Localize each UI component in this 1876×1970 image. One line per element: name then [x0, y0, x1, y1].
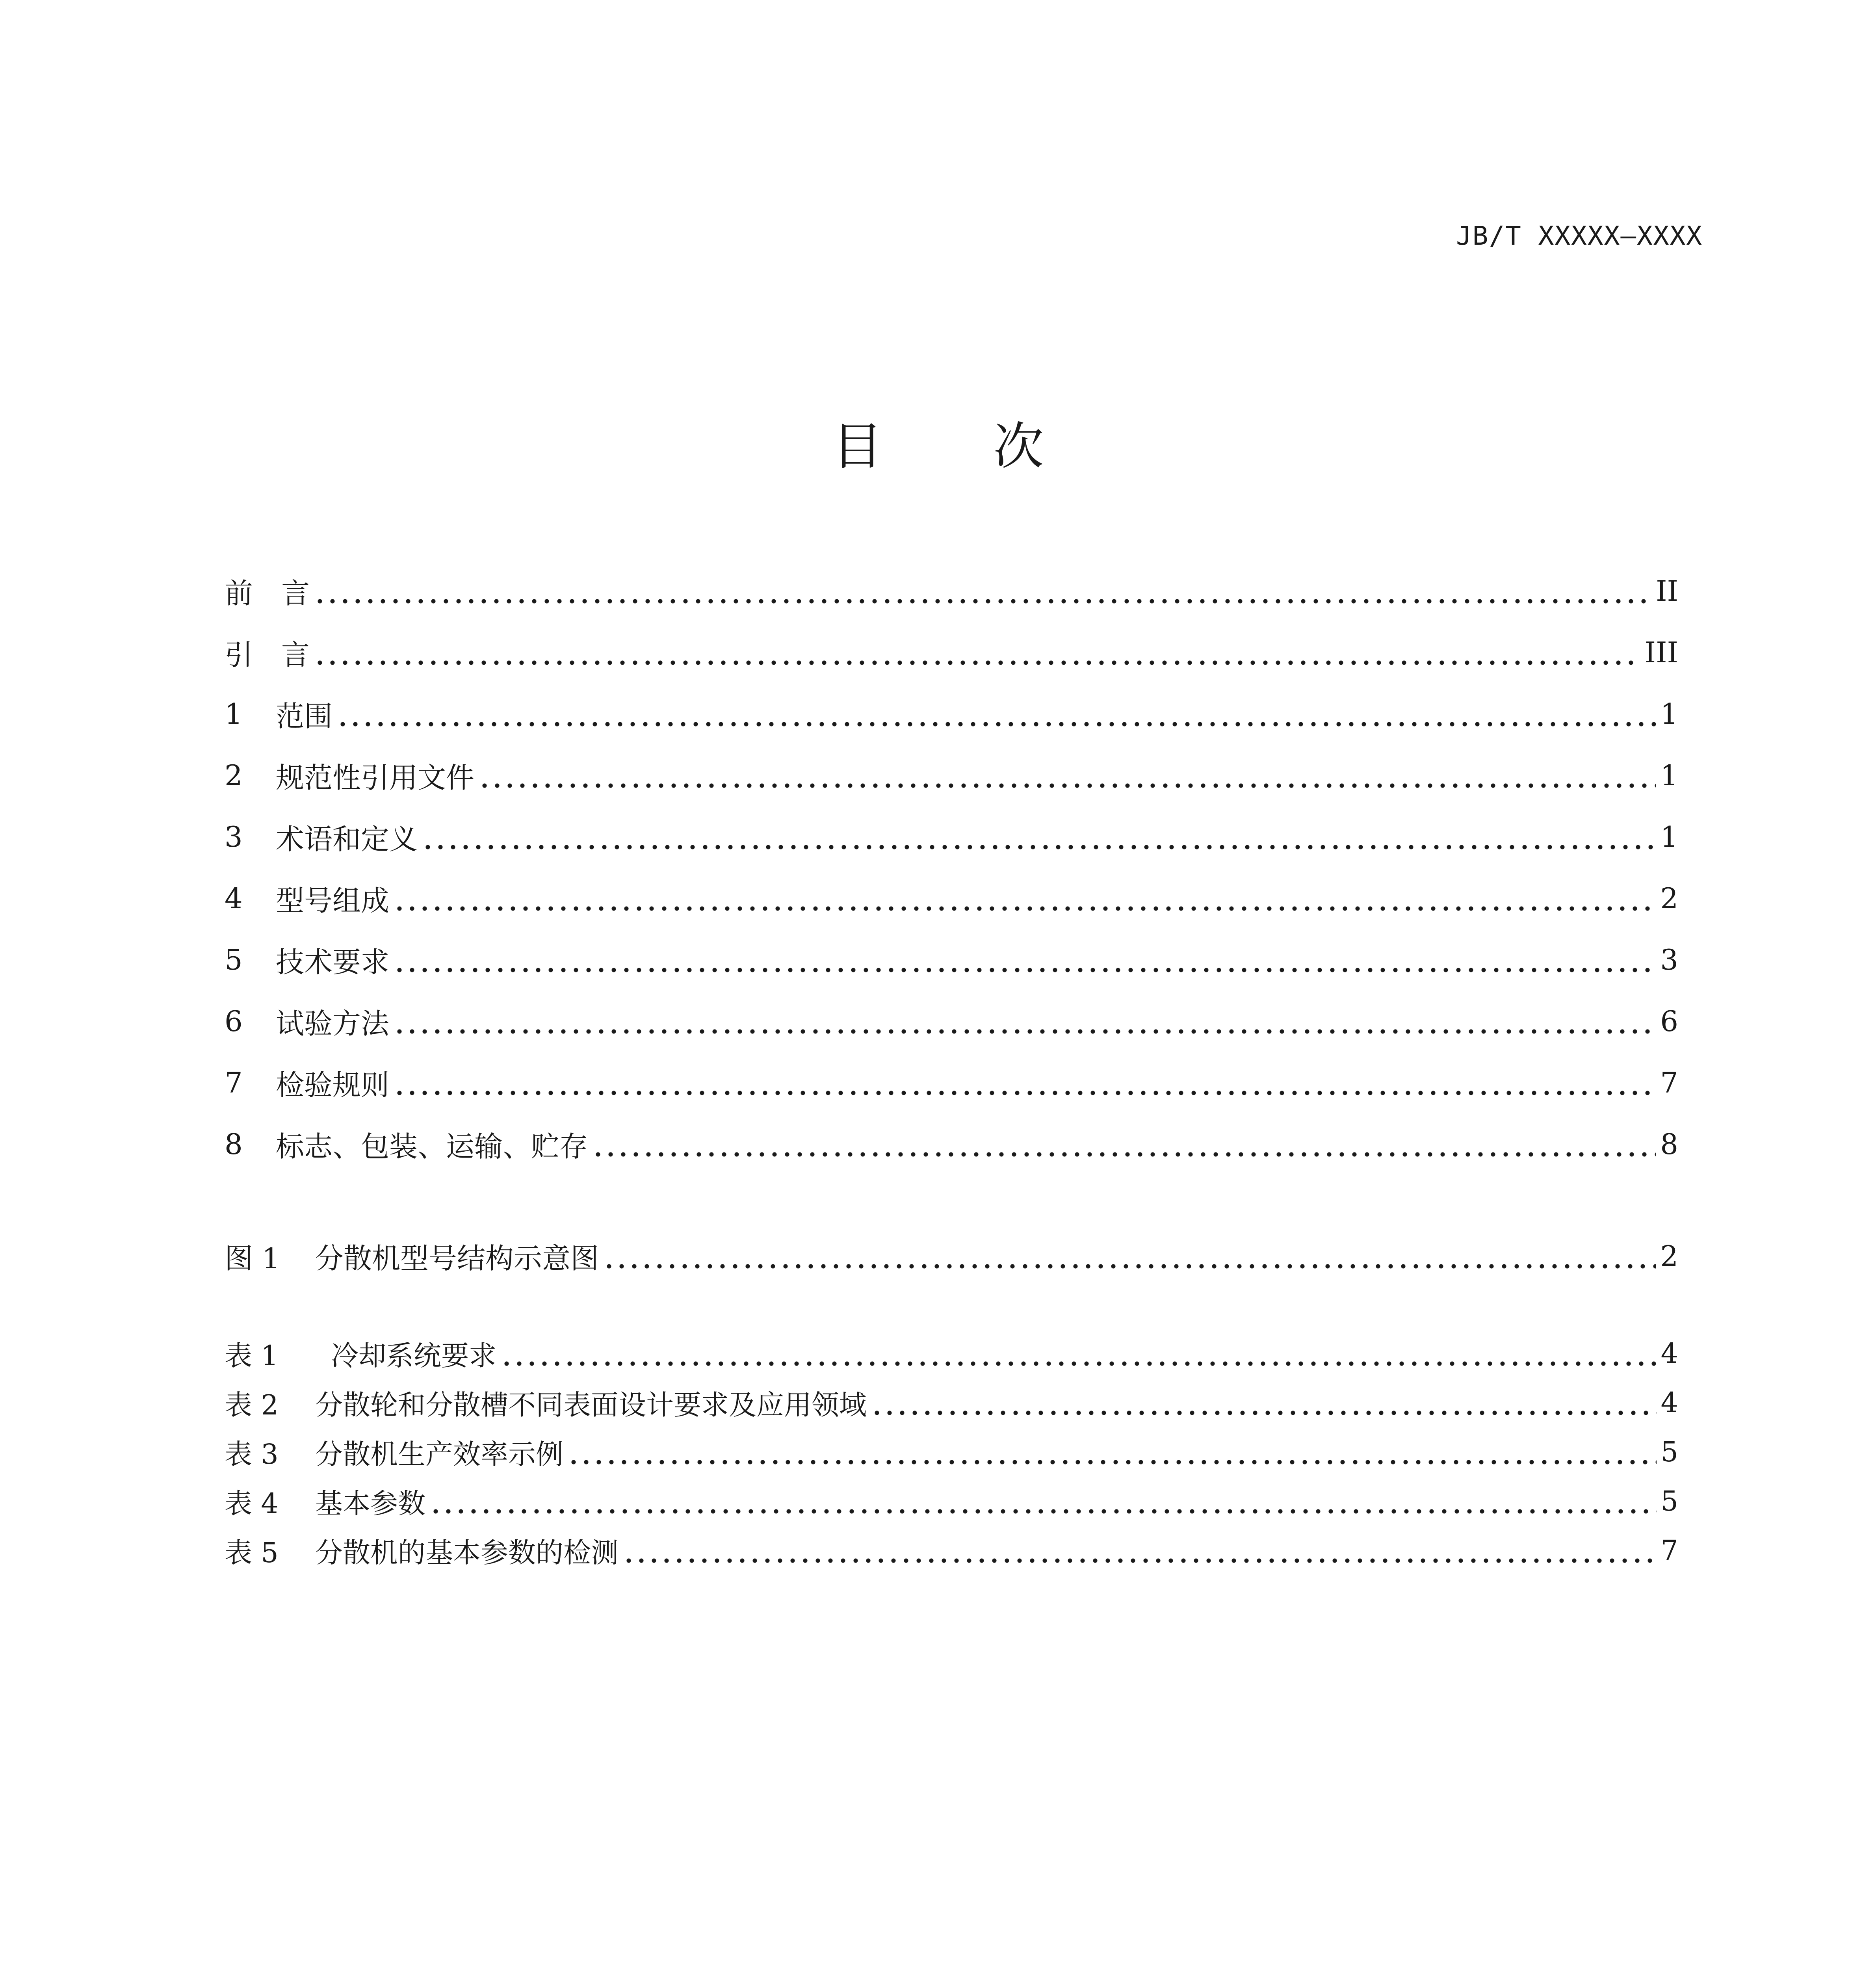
dot-leader [567, 1432, 1657, 1472]
toc-entry-table-4[interactable] [225, 1481, 1678, 1521]
dot-leader [393, 1002, 1656, 1041]
toc-entry-label: 前 言 [225, 577, 310, 610]
toc-entry-label: 范围 [276, 700, 333, 733]
toc-entry-introduction[interactable] [225, 633, 1678, 672]
toc-entry-page: 3 [1660, 943, 1678, 976]
toc-entry-number: 3 [225, 820, 243, 853]
toc-entry-figure-1[interactable] [225, 1236, 1678, 1276]
toc-entry-section-1[interactable] [225, 694, 1678, 734]
toc-entry-table-1[interactable] [225, 1334, 1678, 1373]
dot-leader [603, 1236, 1656, 1276]
dot-leader [478, 756, 1656, 795]
toc-entry-label: 引 言 [225, 638, 310, 671]
toc-entry-page: 1 [1660, 820, 1678, 853]
dot-leader [429, 1481, 1657, 1521]
toc-entry-label: 规范性引用文件 [276, 761, 475, 794]
toc-entry-label: 技术要求 [276, 946, 390, 979]
toc-entry-label: 分散轮和分散槽不同表面设计要求及应用领域 [315, 1388, 867, 1421]
toc-entry-page: 7 [1660, 1066, 1678, 1099]
toc-entry-number: 8 [225, 1128, 243, 1161]
page-title: 目 次 [832, 417, 1091, 476]
toc-entry-number: 表 1 [225, 1339, 279, 1372]
toc-entry-label: 检验规则 [276, 1069, 390, 1102]
toc-entry-number: 6 [225, 1005, 243, 1038]
dot-leader [393, 940, 1656, 979]
toc-entry-page: II [1656, 574, 1678, 608]
toc-entry-page: 4 [1661, 1386, 1678, 1419]
toc-entry-foreword[interactable] [225, 571, 1678, 611]
toc-entry-label: 基本参数 [315, 1487, 425, 1520]
toc-entry-label: 冷却系统要求 [331, 1339, 496, 1372]
toc-entry-number: 表 3 [225, 1438, 279, 1470]
toc-entry-number: 表 4 [225, 1487, 279, 1520]
toc-entry-section-5[interactable] [225, 940, 1678, 979]
toc-entry-table-5[interactable] [225, 1531, 1678, 1570]
dot-leader [422, 817, 1656, 857]
toc-entry-section-8[interactable] [225, 1124, 1678, 1164]
dot-leader [500, 1334, 1657, 1373]
toc-entry-label: 术语和定义 [276, 823, 418, 856]
toc-entry-page: 1 [1660, 759, 1678, 792]
toc-entry-page: 6 [1660, 1005, 1678, 1038]
toc-entry-section-2[interactable] [225, 756, 1678, 795]
toc-entry-page: 5 [1661, 1436, 1678, 1468]
toc-entry-page: 8 [1660, 1128, 1678, 1161]
toc-entry-page: 7 [1661, 1534, 1678, 1567]
toc-entry-page: 1 [1660, 697, 1678, 730]
toc-entry-number: 1 [225, 697, 243, 730]
toc-entry-number: 表 2 [225, 1388, 279, 1421]
toc-entry-number: 表 5 [225, 1536, 279, 1569]
toc-entry-page: III [1644, 636, 1678, 669]
toc-entry-number: 图 1 [225, 1242, 280, 1275]
dot-leader [592, 1124, 1656, 1164]
toc-entry-section-7[interactable] [225, 1063, 1678, 1102]
dot-leader [314, 633, 1641, 672]
toc-entry-page: 2 [1660, 882, 1678, 915]
toc-entry-page: 2 [1660, 1240, 1678, 1273]
dot-leader [336, 694, 1656, 734]
dot-leader [871, 1383, 1657, 1422]
toc-entry-number: 2 [225, 759, 243, 792]
toc-entry-section-3[interactable] [225, 817, 1678, 857]
dot-leader [314, 571, 1652, 611]
dot-leader [393, 1063, 1656, 1102]
document-code: JB/T XXXXX—XXXX [1456, 221, 1703, 251]
toc-entry-label: 标志、包装、运输、贮存 [276, 1130, 588, 1163]
toc-entry-number: 7 [225, 1066, 243, 1099]
toc-entry-number: 5 [225, 943, 243, 976]
toc-entry-label: 分散机型号结构示意图 [315, 1242, 599, 1275]
toc-entry-label: 分散机生产效率示例 [315, 1438, 563, 1470]
toc-entry-label: 分散机的基本参数的检测 [315, 1536, 619, 1569]
toc-entry-section-6[interactable] [225, 1002, 1678, 1041]
toc-entry-table-2[interactable] [225, 1383, 1678, 1422]
dot-leader [393, 879, 1656, 918]
toc-entry-label: 试验方法 [276, 1007, 390, 1040]
dot-leader [622, 1531, 1657, 1570]
toc-entry-page: 5 [1661, 1485, 1678, 1517]
toc-entry-number: 4 [225, 882, 243, 915]
toc-entry-page: 4 [1661, 1337, 1678, 1370]
toc-entry-label: 型号组成 [276, 884, 390, 917]
toc-entry-table-3[interactable] [225, 1432, 1678, 1472]
toc-entry-section-4[interactable] [225, 879, 1678, 918]
